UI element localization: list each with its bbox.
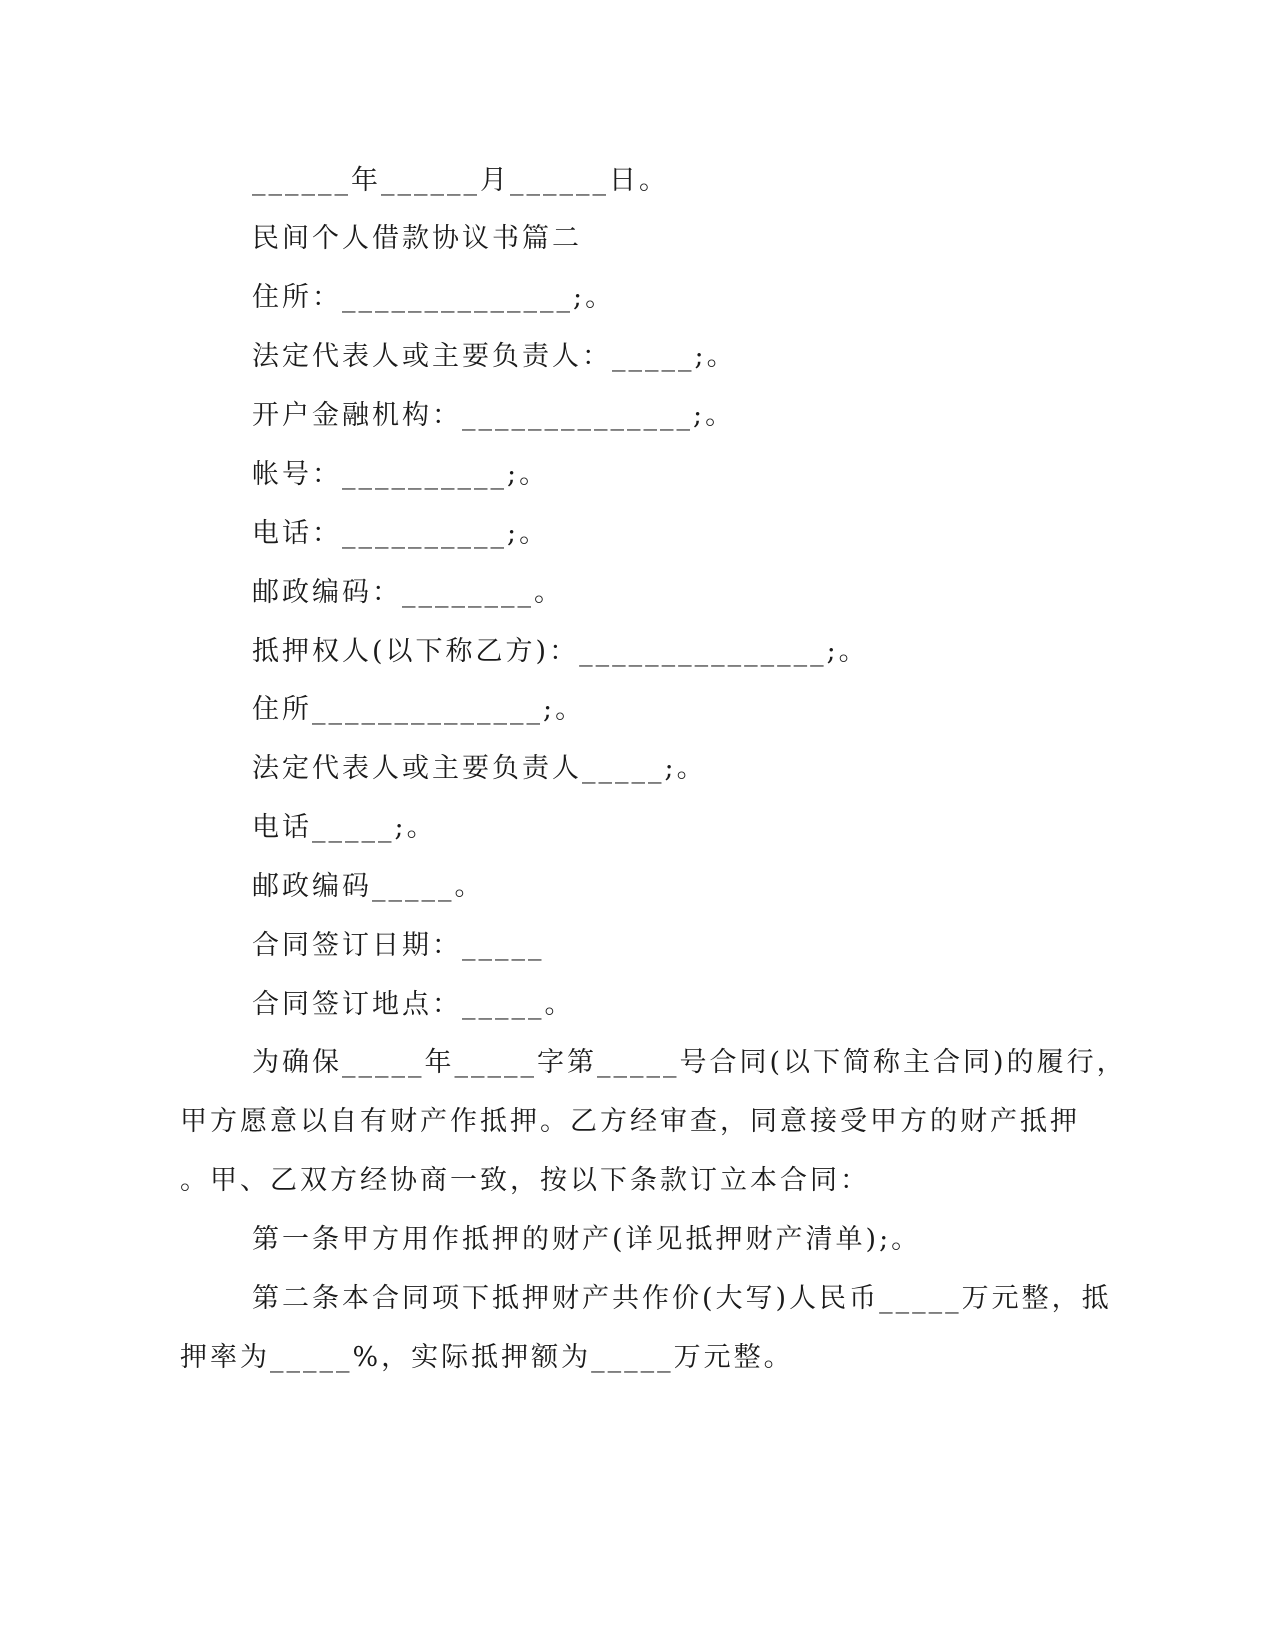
article-1: 第一条甲方用作抵押的财产(详见抵押财产清单);。 bbox=[252, 1224, 922, 1255]
phone-field: 电话：__________;。 bbox=[252, 518, 550, 549]
mortgagee-field: 抵押权人(以下称乙方)：_______________;。 bbox=[252, 636, 869, 667]
article-2-line-2: 押率为_____%，实际抵押额为_____万元整。 bbox=[180, 1342, 794, 1373]
postal-code-field: 邮政编码：________。 bbox=[252, 577, 564, 608]
account-field: 帐号：__________;。 bbox=[252, 459, 550, 490]
preamble-line-2: 甲方愿意以自有财产作抵押。乙方经审查，同意接受甲方的财产抵押 bbox=[180, 1106, 1080, 1137]
address-field: 住所：______________;。 bbox=[252, 282, 616, 313]
phone-field-b: 电话_____;。 bbox=[252, 812, 437, 843]
signing-place-field: 合同签订地点：_____。 bbox=[252, 989, 575, 1020]
article-2-line-1: 第二条本合同项下抵押财产共作价(大写)人民币_____万元整，抵 bbox=[252, 1283, 1112, 1314]
bank-field: 开户金融机构：______________;。 bbox=[252, 400, 736, 431]
section-title: 民间个人借款协议书篇二 bbox=[252, 223, 582, 254]
date-line: ______年______月______日。 bbox=[252, 165, 669, 196]
address-field-b: 住所______________;。 bbox=[252, 694, 586, 725]
postal-code-field-b: 邮政编码_____。 bbox=[252, 871, 485, 902]
legal-representative-field: 法定代表人或主要负责人：_____;。 bbox=[252, 341, 737, 372]
signing-date-field: 合同签订日期：_____ bbox=[252, 930, 545, 961]
preamble-line-1: 为确保_____年_____字第_____号合同(以下简称主合同)的履行， bbox=[252, 1047, 1127, 1078]
preamble-line-3: 。甲、乙双方经协商一致，按以下条款订立本合同： bbox=[180, 1165, 870, 1196]
legal-representative-field-b: 法定代表人或主要负责人_____;。 bbox=[252, 753, 707, 784]
